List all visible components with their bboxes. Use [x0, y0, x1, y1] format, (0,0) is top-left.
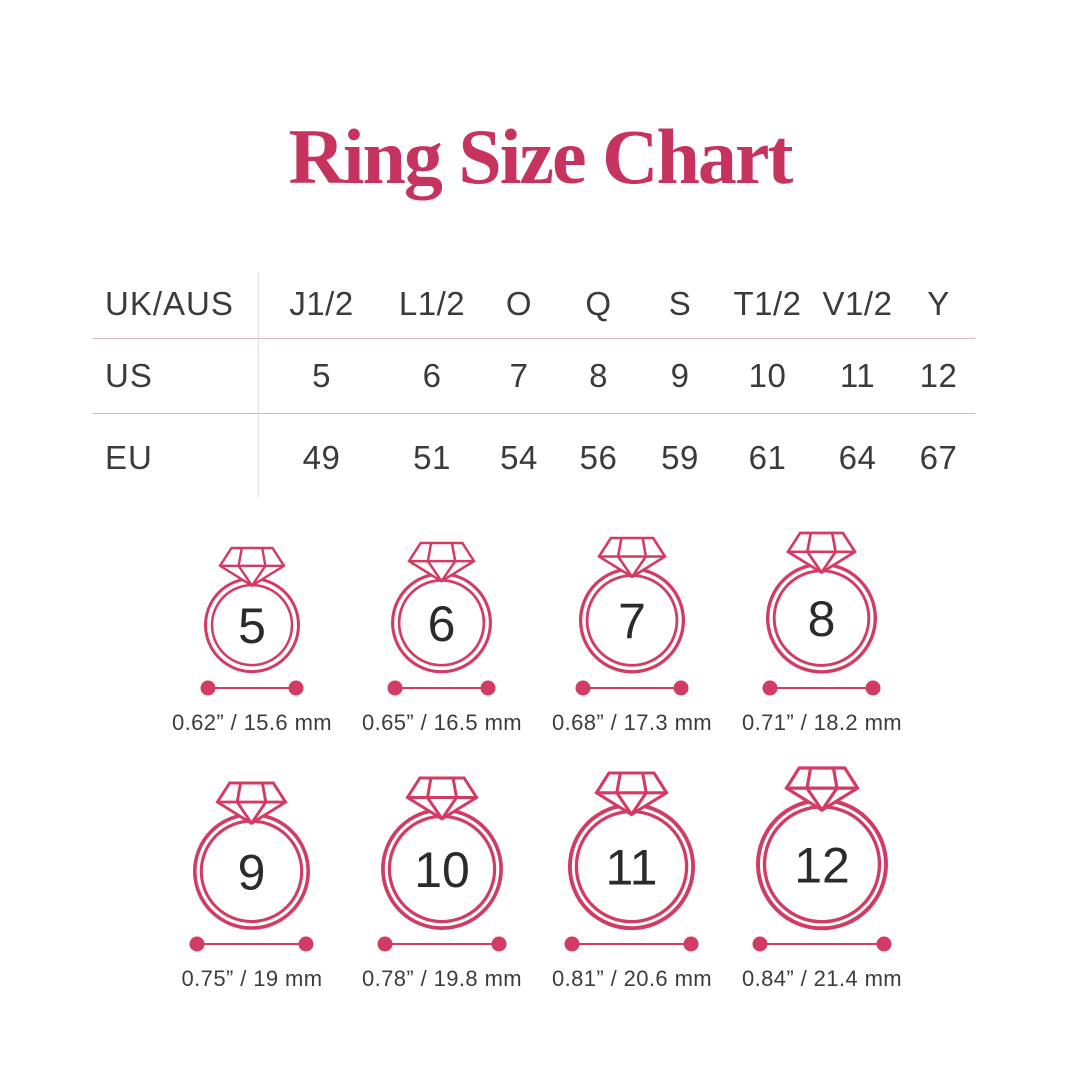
- measure-dot-right: [866, 681, 881, 696]
- measure-dot-right: [684, 937, 699, 952]
- measure-dot-right: [673, 681, 688, 696]
- table-cell: 51: [413, 439, 451, 476]
- measure-dot-right: [299, 937, 314, 952]
- measure-dot-left: [388, 681, 403, 696]
- ring-row-bottom: [157, 766, 917, 992]
- ring-icon: [198, 546, 306, 676]
- measure-dot-left: [200, 681, 215, 696]
- table-cell: 12: [919, 357, 958, 394]
- ring-diameter-label: 0.75” / 19 mm: [181, 966, 323, 991]
- ring-diameter-label: 0.65” / 16.5 mm: [361, 710, 523, 735]
- diameter-measure-line: [200, 679, 304, 697]
- diameter-measure-line: [387, 679, 496, 697]
- ring-figure-us-6: [362, 541, 522, 736]
- table-cell: L1/2: [398, 285, 466, 322]
- row-header: EU: [105, 439, 153, 476]
- measure-dot-left: [377, 937, 392, 952]
- measure-dot-left: [763, 681, 778, 696]
- ring-icon: [760, 531, 883, 676]
- ring-us-size-number: 5: [238, 598, 266, 655]
- table-cell: T1/2: [733, 285, 802, 322]
- diameter-measure-line: [762, 679, 881, 697]
- table-cell: 8: [589, 357, 608, 394]
- ring-figure-us-11: [552, 771, 712, 992]
- table-cell: O: [505, 285, 533, 322]
- ring-us-size-number: 9: [238, 844, 266, 901]
- table-cell: 49: [302, 439, 341, 476]
- ring-row-top: [157, 531, 917, 736]
- ring-us-size-number: 8: [808, 591, 836, 648]
- ring-us-size-number: 7: [618, 593, 646, 650]
- table-cell: Q: [585, 285, 612, 322]
- diamond-icon: [407, 778, 476, 819]
- ring-figure-us-12: [742, 766, 902, 992]
- ring-us-size-number: 12: [794, 837, 850, 894]
- table-cell: 9: [670, 357, 690, 394]
- ring-illustrations: [157, 531, 917, 992]
- table-column-divider: [258, 272, 259, 498]
- diameter-measure-line: [189, 935, 314, 953]
- row-header: UK/AUS: [105, 285, 234, 322]
- measure-dot-right: [876, 937, 891, 952]
- table-cell: 5: [312, 357, 331, 394]
- row-header: US: [105, 357, 153, 394]
- measure-dot-right: [481, 681, 496, 696]
- ring-figure-us-5: [172, 546, 332, 736]
- ring-diameter-label: 0.81” / 20.6 mm: [551, 966, 713, 991]
- table-cell: J1/2: [289, 285, 354, 322]
- size-conversion-table: [93, 270, 975, 502]
- ring-us-size-number: 11: [606, 839, 658, 896]
- ring-diameter-label: 0.68” / 17.3 mm: [551, 710, 713, 735]
- table-cell: 61: [748, 439, 787, 476]
- table-cell: 67: [919, 439, 958, 476]
- diamond-icon: [599, 538, 665, 577]
- table-cell: S: [668, 285, 692, 322]
- ring-diameter-label: 0.71” / 18.2 mm: [741, 710, 903, 735]
- diamond-icon: [220, 548, 284, 586]
- measure-dot-left: [752, 937, 767, 952]
- page-title: Ring Size Chart: [288, 113, 792, 200]
- ring-figure-us-8: [742, 531, 902, 736]
- measure-dot-left: [190, 937, 205, 952]
- ring-icon: [385, 541, 498, 676]
- ring-figure-us-10: [362, 776, 522, 992]
- table-cell: 11: [839, 357, 876, 394]
- diamond-icon: [409, 543, 474, 581]
- ring-icon: [375, 776, 509, 932]
- measure-dot-right: [288, 681, 303, 696]
- diamond-icon: [788, 533, 855, 573]
- diameter-measure-line: [575, 679, 689, 697]
- ring-icon: [187, 781, 316, 932]
- ring-us-size-number: 6: [428, 595, 456, 652]
- table-row-us: [93, 339, 975, 414]
- ring-us-size-number: 10: [414, 842, 470, 898]
- table-cell: 10: [748, 357, 787, 394]
- diameter-measure-line: [564, 935, 699, 953]
- table-cell: 54: [500, 439, 538, 476]
- ring-diameter-label: 0.78” / 19.8 mm: [361, 966, 523, 991]
- diameter-measure-line: [377, 935, 507, 953]
- ring-icon: [562, 771, 701, 932]
- diameter-measure-line: [752, 935, 892, 953]
- table-row-eu: [93, 414, 975, 502]
- measure-dot-right: [491, 937, 506, 952]
- ring-diameter-label: 0.62” / 15.6 mm: [171, 710, 333, 735]
- ring-icon: [750, 766, 894, 932]
- table-cell: 7: [509, 357, 529, 394]
- diamond-icon: [218, 783, 286, 823]
- measure-dot-left: [575, 681, 590, 696]
- ring-diameter-label: 0.84” / 21.4 mm: [741, 966, 903, 991]
- table-cell: 64: [838, 439, 877, 476]
- ring-figure-us-7: [552, 536, 712, 736]
- table-cell: Y: [927, 285, 950, 322]
- table-row-uk-aus: [93, 270, 975, 339]
- ring-figure-us-9: [182, 781, 323, 992]
- table-cell: 56: [579, 439, 618, 476]
- table-cell: 59: [661, 439, 699, 476]
- measure-dot-left: [565, 937, 580, 952]
- ring-icon: [573, 536, 691, 676]
- table-cell: 6: [422, 357, 442, 394]
- table-cell: V1/2: [822, 285, 893, 322]
